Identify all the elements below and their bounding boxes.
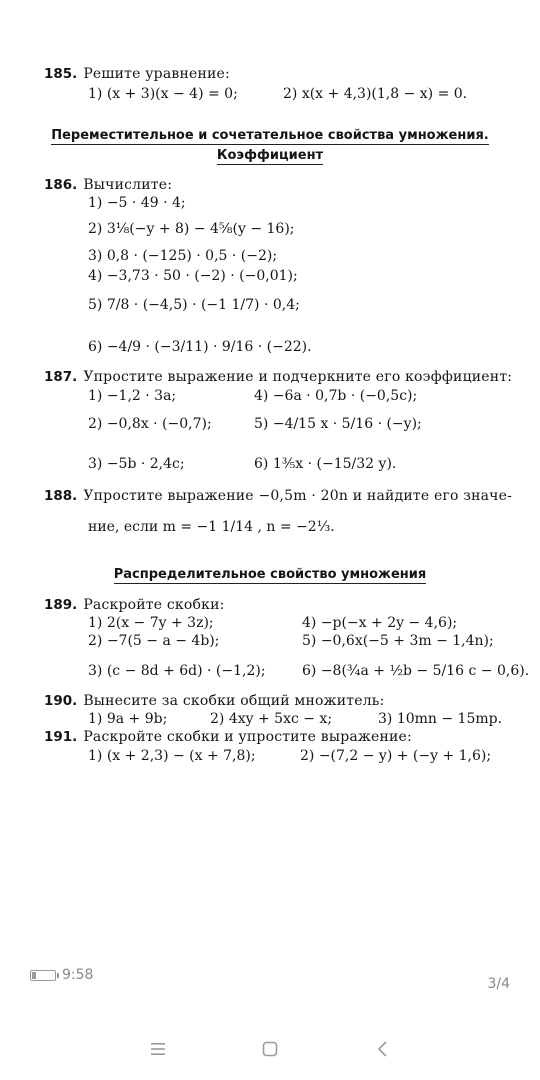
- task-187-header: 187. Упростите выражение и подчеркните его коэффициент:: [44, 369, 513, 385]
- task-186-part-2: 2) 3⅛(−y + 8) − 4⅝(y − 16);: [88, 221, 295, 237]
- status-indicator: [30, 967, 93, 983]
- task-189-part-2: 2) −7(5 − a − 4b);: [88, 633, 220, 649]
- task-186-header: 186. Вычислите:: [44, 177, 173, 193]
- recents-button[interactable]: [143, 1034, 173, 1064]
- task-188-line-2: ние, если m = −1 1/14 , n = −2⅓.: [88, 519, 335, 535]
- task-187-part-6: 6) 1⅗x · (−15/32 y).: [254, 456, 397, 472]
- task-190-part-1: 1) 9a + 9b;: [88, 711, 168, 727]
- task-189-part-6: 6) −8(¾a + ½b − 5/16 c − 0,6).: [302, 663, 530, 679]
- task-190-part-3: 3) 10mn − 15mp.: [378, 711, 503, 727]
- task-187-part-5: 5) −4/15 x · 5/16 · (−y);: [254, 416, 422, 432]
- navigation-bar: [0, 1020, 540, 1080]
- task-191-part-1: 1) (x + 2,3) − (x + 7,8);: [88, 748, 256, 764]
- task-189-part-3: 3) (c − 8d + 6d) · (−1,2);: [88, 663, 266, 679]
- back-button[interactable]: [368, 1034, 398, 1064]
- task-190-part-2: 2) 4xy + 5xc − x;: [210, 711, 333, 727]
- task-190-header: 190. Вынесите за скобки общий множитель:: [44, 693, 385, 709]
- task-185-part-1: 1) (x + 3)(x − 4) = 0;: [88, 86, 238, 102]
- section-heading-distributive: Распределительное свойство умножения: [113, 567, 427, 582]
- section-heading-line-1: Переместительное и сочетательное свойства умножения.: [51, 128, 489, 143]
- task-189-part-1: 1) 2(x − 7y + 3z);: [88, 615, 214, 631]
- task-186-part-6: 6) −4/9 · (−3/11) · 9/16 · (−22).: [88, 339, 312, 355]
- home-button[interactable]: [255, 1034, 285, 1064]
- task-186-part-4: 4) −3,73 · 50 · (−2) · (−0,01);: [88, 268, 298, 284]
- task-191-part-2: 2) −(7,2 − y) + (−y + 1,6);: [300, 748, 492, 764]
- task-189-part-5: 5) −0,6x(−5 + 3m − 1,4n);: [302, 633, 494, 649]
- task-185-header: 185. Решите уравнение:: [44, 66, 230, 82]
- task-187-part-3: 3) −5b · 2,4c;: [88, 456, 185, 472]
- menu-lines-icon: [149, 1041, 167, 1057]
- task-186-part-1: 1) −5 · 49 · 4;: [88, 195, 186, 211]
- section-heading-line-2: Коэффициент: [216, 148, 324, 163]
- task-189-header: 189. Раскройте скобки:: [44, 597, 225, 613]
- task-189-part-4: 4) −p(−x + 2y − 4,6);: [302, 615, 458, 631]
- task-187-part-2: 2) −0,8x · (−0,7);: [88, 416, 212, 432]
- task-188-header: 188. Упростите выражение −0,5m · 20n и найдите его значе-: [44, 488, 513, 504]
- task-187-part-1: 1) −1,2 · 3a;: [88, 388, 177, 404]
- page-counter: 3/4: [487, 976, 510, 992]
- task-186-part-5: 5) 7/8 · (−4,5) · (−1 1/7) · 0,4;: [88, 297, 300, 313]
- square-icon: [261, 1040, 279, 1058]
- task-187-part-4: 4) −6a · 0,7b · (−0,5c);: [254, 388, 418, 404]
- battery-icon: [30, 970, 56, 981]
- task-191-header: 191. Раскройте скобки и упростите выражение:: [44, 729, 412, 745]
- task-186-part-3: 3) 0,8 · (−125) · 0,5 · (−2);: [88, 248, 278, 264]
- clock-time: 9:58: [62, 967, 94, 983]
- task-185-part-2: 2) x(x + 4,3)(1,8 − x) = 0.: [283, 86, 468, 102]
- chevron-left-icon: [375, 1040, 391, 1058]
